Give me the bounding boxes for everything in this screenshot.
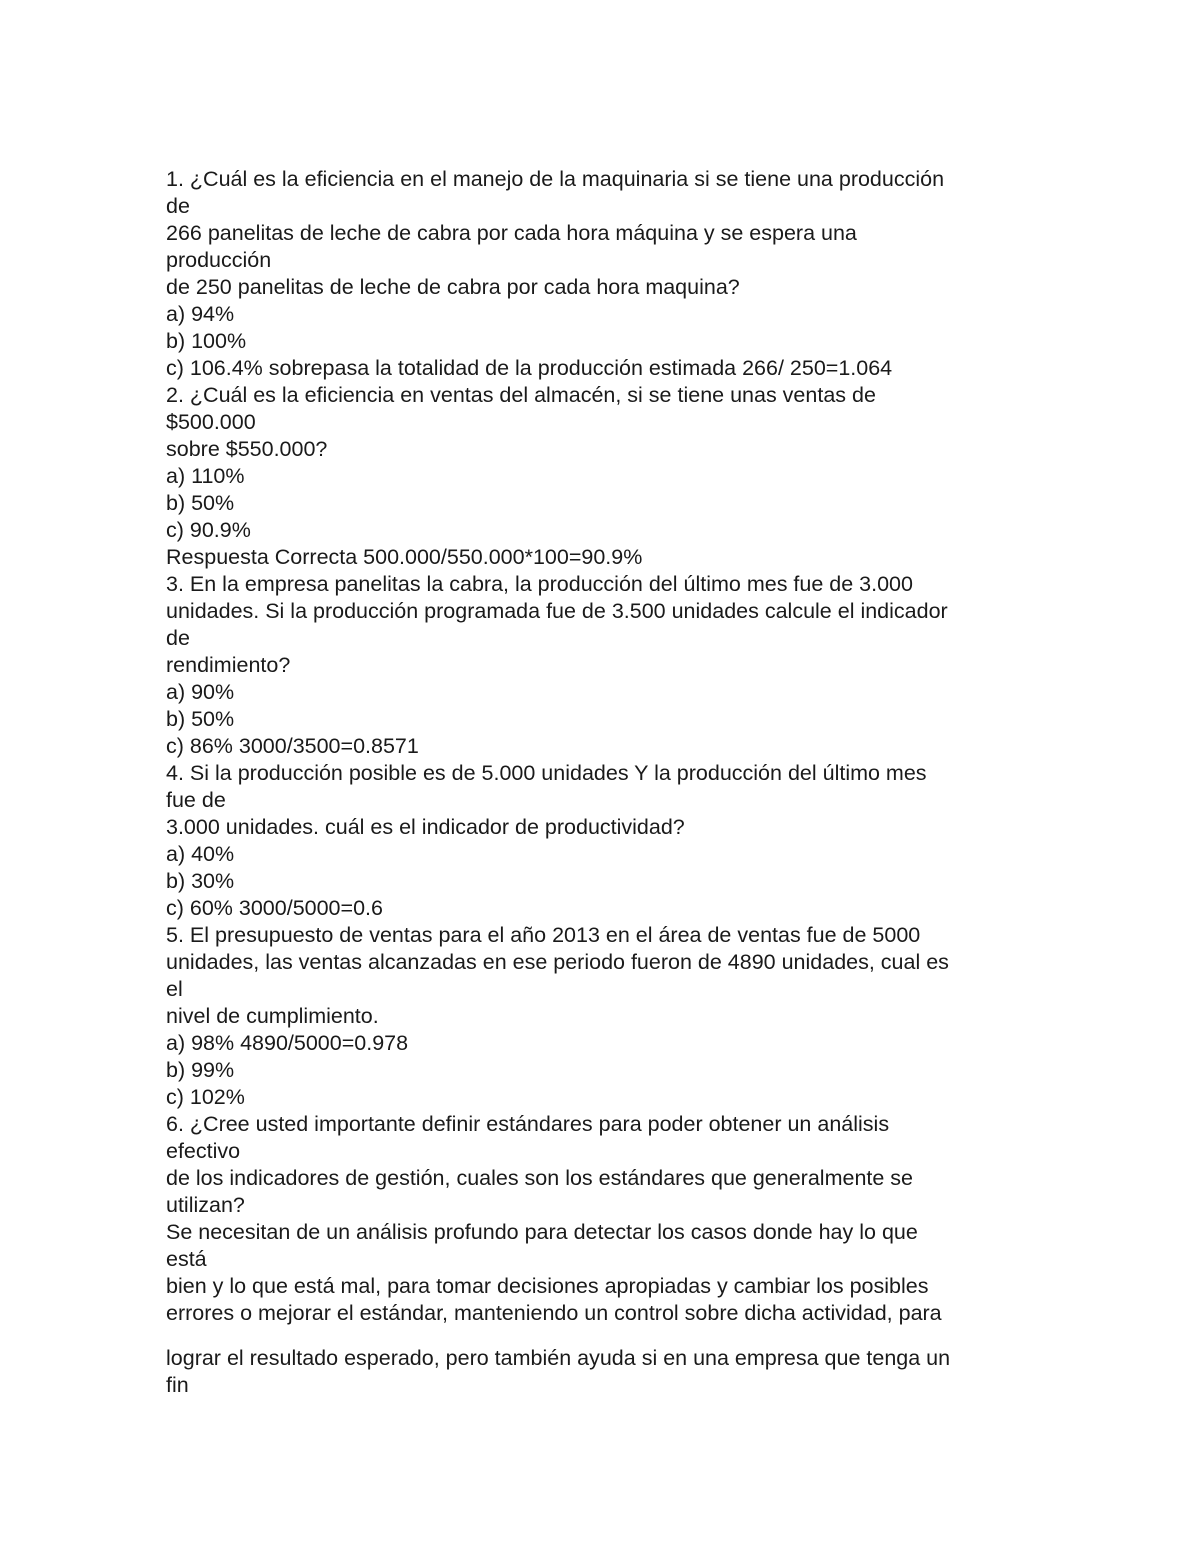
text-line: de los indicadores de gestión, cuales son los estándares que generalmente se: [166, 1166, 914, 1190]
text-line: 4. Si la producción posible es de 5.000 unidades Y la producción del último mes: [166, 761, 927, 785]
text-line: producción: [166, 248, 272, 272]
text-line: a) 90%: [166, 680, 235, 704]
text-line: unidades. Si la producción programada fue de 3.500 unidades calcule el indicador: [166, 599, 948, 623]
text-line: el: [166, 977, 183, 1001]
document-text-part-2: [166, 1345, 1066, 1399]
text-line: 3.000 unidades. cuál es el indicador de productividad?: [166, 815, 685, 839]
text-line: Respuesta Correcta 500.000/550.000*100=90.9%: [166, 545, 643, 569]
text-line: 6. ¿Cree usted importante definir estándares para poder obtener un análisis: [166, 1112, 890, 1136]
text-line: 5. El presupuesto de ventas para el año 2013 en el área de ventas fue de 5000: [166, 923, 921, 947]
text-line: 3. En la empresa panelitas la cabra, la producción del último mes fue de 3.000: [166, 572, 913, 596]
text-line: Se necesitan de un análisis profundo para detectar los casos donde hay lo que: [166, 1220, 918, 1244]
text-line: a) 94%: [166, 302, 235, 326]
text-line: c) 106.4% sobrepasa la totalidad de la producción estimada 266/ 250=1.064: [166, 356, 893, 380]
text-line: $500.000: [166, 410, 256, 434]
text-line: fin: [166, 1373, 189, 1397]
text-line: a) 98% 4890/5000=0.978: [166, 1031, 409, 1055]
text-line: c) 90.9%: [166, 518, 251, 542]
text-line: a) 40%: [166, 842, 235, 866]
text-line: fue de: [166, 788, 226, 812]
text-line: 1. ¿Cuál es la eficiencia en el manejo de la maquinaria si se tiene una producción: [166, 167, 945, 191]
text-line: nivel de cumplimiento.: [166, 1004, 379, 1028]
text-line: b) 100%: [166, 329, 247, 353]
text-line: c) 60% 3000/5000=0.6: [166, 896, 383, 920]
text-line: errores o mejorar el estándar, manteniendo un control sobre dicha actividad, para: [166, 1301, 942, 1325]
text-line: utilizan?: [166, 1193, 245, 1217]
text-line: está: [166, 1247, 207, 1271]
text-line: b) 50%: [166, 707, 235, 731]
text-line: de: [166, 194, 190, 218]
document-text-part-1: [166, 166, 1066, 1327]
text-line: b) 50%: [166, 491, 235, 515]
text-line: rendimiento?: [166, 653, 291, 677]
text-line: efectivo: [166, 1139, 241, 1163]
document-body: [166, 166, 1066, 1399]
text-line: sobre $550.000?: [166, 437, 328, 461]
text-line: c) 102%: [166, 1085, 245, 1109]
text-line: unidades, las ventas alcanzadas en ese periodo fueron de 4890 unidades, cual es: [166, 950, 949, 974]
text-line: b) 30%: [166, 869, 235, 893]
text-line: c) 86% 3000/3500=0.8571: [166, 734, 419, 758]
text-line: bien y lo que está mal, para tomar decisiones apropiadas y cambiar los posibles: [166, 1274, 929, 1298]
text-line: 2. ¿Cuál es la eficiencia en ventas del almacén, si se tiene unas ventas de: [166, 383, 876, 407]
paragraph-gap: [166, 1327, 1066, 1345]
text-line: lograr el resultado esperado, pero también ayuda si en una empresa que tenga un: [166, 1346, 951, 1370]
text-line: b) 99%: [166, 1058, 235, 1082]
text-line: 266 panelitas de leche de cabra por cada hora máquina y se espera una: [166, 221, 857, 245]
text-line: de: [166, 626, 190, 650]
text-line: a) 110%: [166, 464, 245, 488]
text-line: de 250 panelitas de leche de cabra por cada hora maquina?: [166, 275, 740, 299]
